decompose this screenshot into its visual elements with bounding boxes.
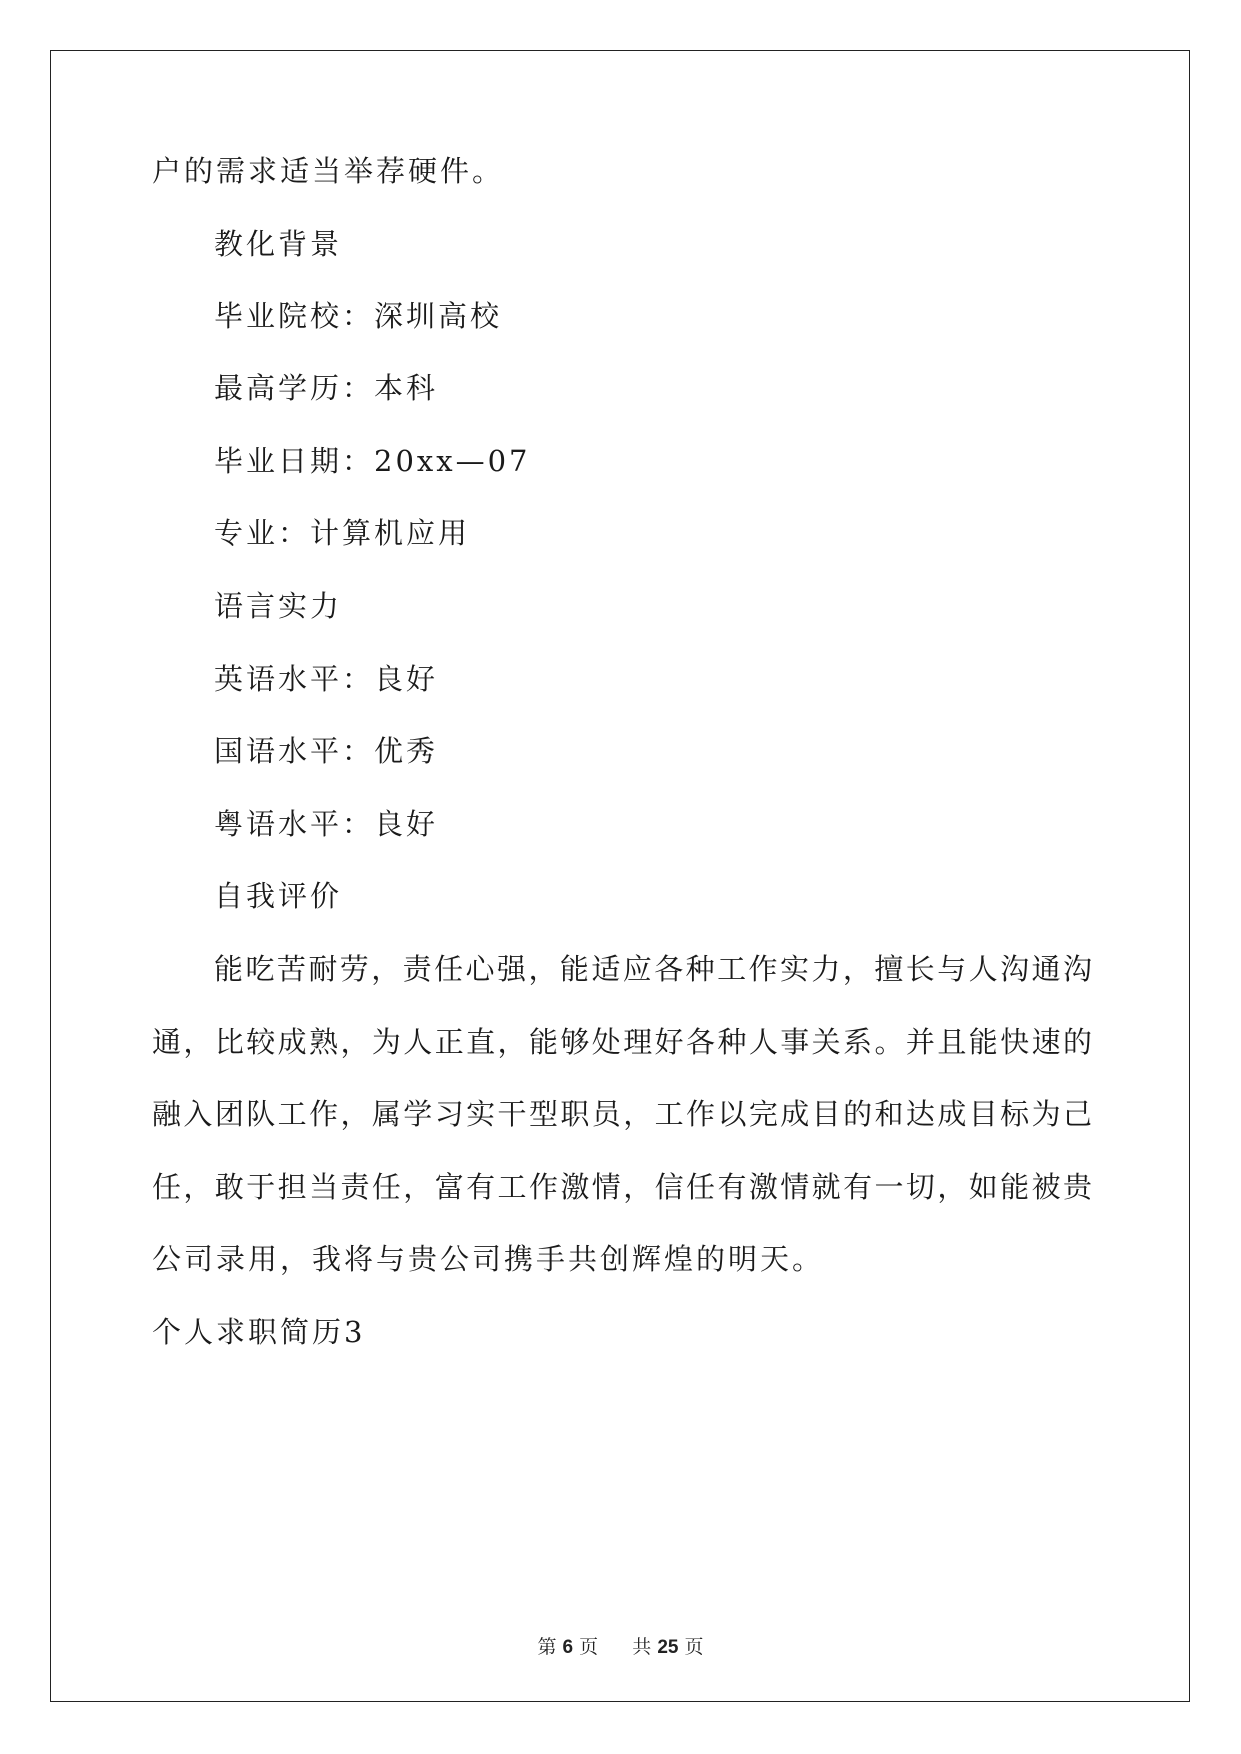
self-evaluation-heading: 自我评价 bbox=[214, 879, 343, 913]
graduate-school: 毕业院校：深圳高校 bbox=[214, 299, 503, 333]
page-border bbox=[50, 50, 1190, 1702]
english-level: 英语水平：良好 bbox=[214, 662, 439, 696]
graduation-date: 毕业日期：20xx—07 bbox=[214, 444, 531, 478]
self-evaluation-line: 通，比较成熟，为人正直，能够处理好各种人事关系。并且能快速的 bbox=[152, 1025, 1092, 1059]
page-suffix: 页 bbox=[579, 1636, 599, 1658]
highest-degree: 最高学历：本科 bbox=[214, 371, 439, 405]
continuation-text: 户的需求适当举荐硬件。 bbox=[152, 154, 505, 188]
language-heading: 语言实力 bbox=[214, 589, 343, 623]
total-prefix: 共 bbox=[632, 1636, 652, 1658]
major: 专业：计算机应用 bbox=[214, 516, 471, 550]
page-footer bbox=[0, 1632, 1241, 1659]
self-evaluation-line: 任，敢于担当责任，富有工作激情，信任有激情就有一切，如能被贵 bbox=[152, 1170, 1092, 1204]
cantonese-level: 粤语水平：良好 bbox=[214, 807, 439, 841]
mandarin-level: 国语水平：优秀 bbox=[214, 734, 439, 768]
total-pages: 25 bbox=[657, 1637, 679, 1658]
self-evaluation-line: 公司录用，我将与贵公司携手共创辉煌的明天。 bbox=[152, 1242, 825, 1276]
total-suffix: 页 bbox=[684, 1636, 704, 1658]
page-prefix: 第 bbox=[537, 1636, 557, 1658]
education-heading: 教化背景 bbox=[214, 227, 343, 261]
self-evaluation-line: 融入团队工作，属学习实干型职员，工作以完成目的和达成目标为己 bbox=[152, 1097, 1092, 1131]
page-number: 6 bbox=[562, 1637, 574, 1658]
section-title: 个人求职简历3 bbox=[152, 1315, 366, 1349]
self-evaluation-line: 能吃苦耐劳，责任心强，能适应各种工作实力，擅长与人沟通沟 bbox=[214, 952, 1092, 986]
